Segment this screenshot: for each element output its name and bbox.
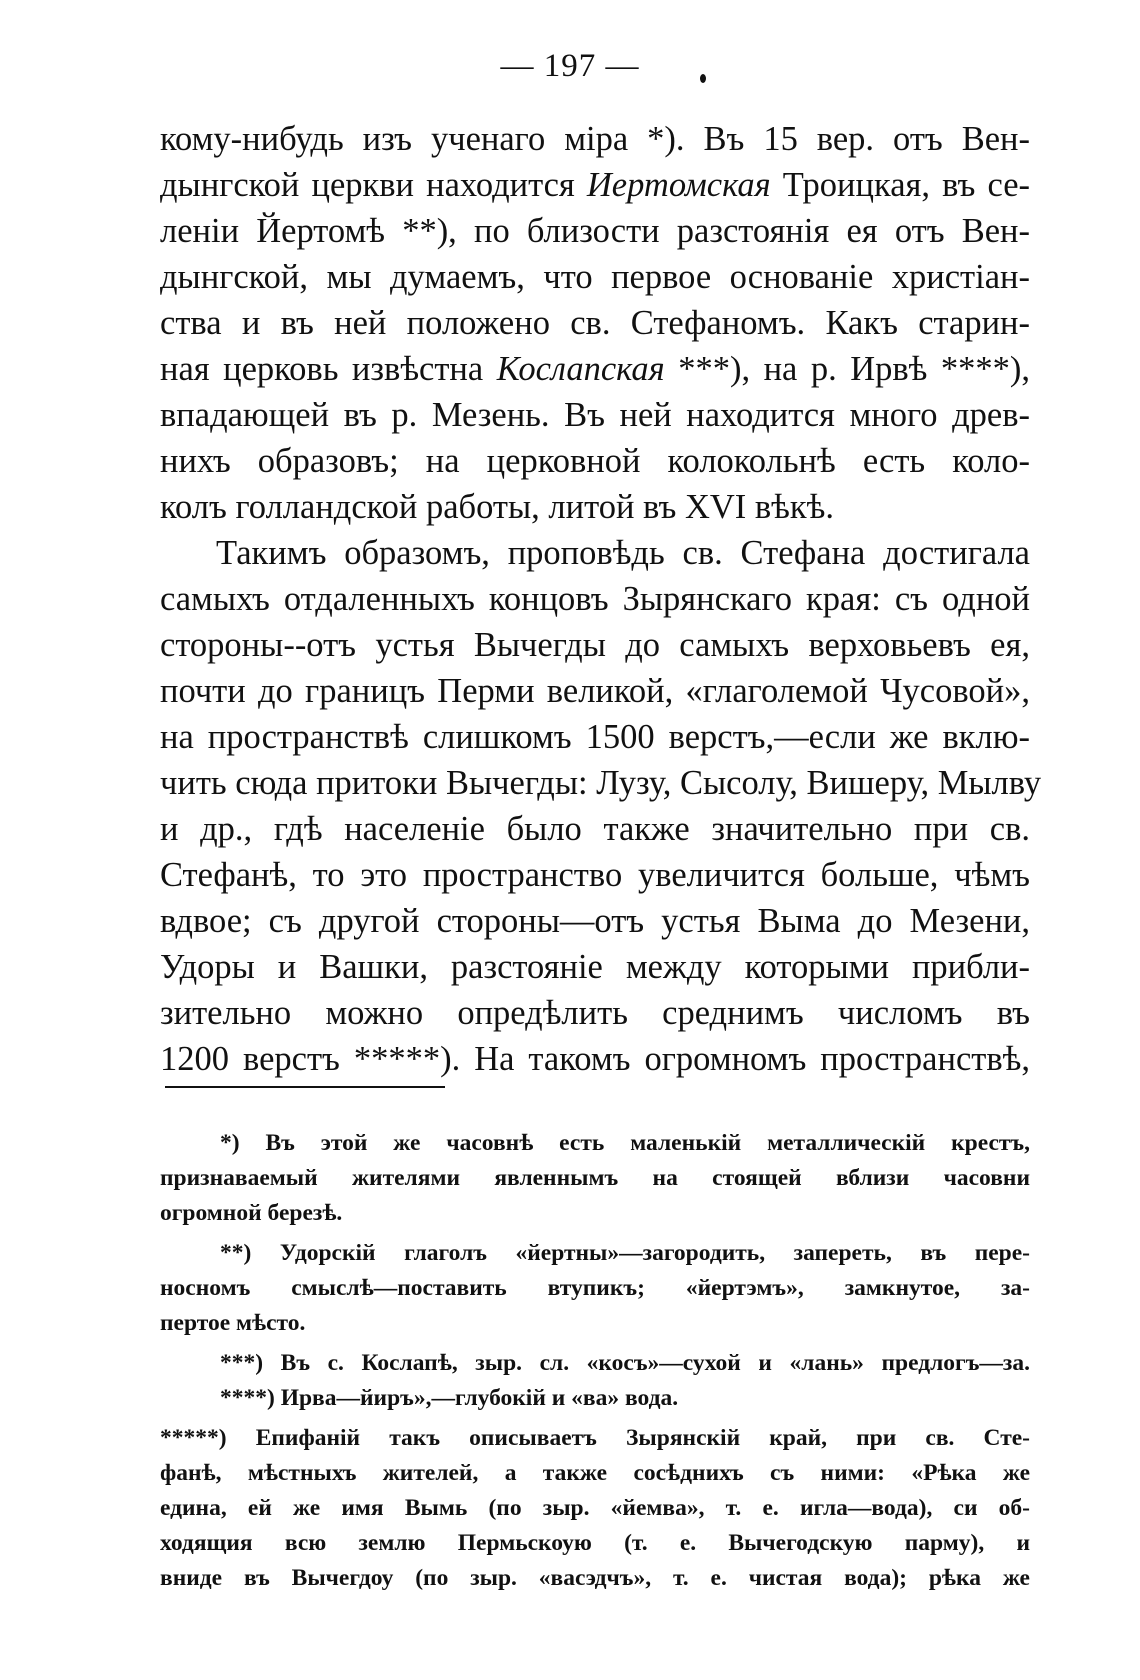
text-line: и др., гдѣ населеніе было также значительно при св. bbox=[160, 810, 1030, 848]
footnote-line: ***) Въ с. Кослапѣ, зыр. сл. «косъ»—сухой и «лань» предлогъ—за. bbox=[220, 1350, 1030, 1376]
footnote-line: *) Въ этой же часовнѣ есть маленькій металлическій крестъ, bbox=[220, 1130, 1030, 1156]
footnote-line: вниде въ Вычегдоу (по зыр. «васэдчъ», т. е. чистая вода); рѣка же bbox=[160, 1565, 1030, 1591]
main-text bbox=[160, 116, 1042, 1082]
footnote-separator bbox=[165, 1086, 445, 1088]
footnote-line: признаваемый жителями явленнымъ на стоящей вблизи часовни bbox=[160, 1165, 1030, 1191]
text-line: кому-нибудь изъ ученаго міра *). Въ 15 вер. отъ Вен- bbox=[160, 120, 1030, 158]
text-line: впадающей въ р. Мезень. Въ ней находится много древ- bbox=[160, 396, 1030, 434]
place-name-italic: Иертомская bbox=[586, 166, 771, 204]
text-line: вдвое; съ другой стороны—отъ устья Выма до Мезени, bbox=[160, 902, 1030, 940]
text-line: 1200 верстъ *****). На такомъ огромномъ пространствѣ, bbox=[160, 1040, 1030, 1078]
text-line: Удоры и Вашки, разстояніе между которыми прибли- bbox=[160, 948, 1030, 986]
text-line: чить сюда притоки Вычегды: Лузу, Сысолу, Вишеру, Мылву bbox=[160, 764, 1042, 802]
footnote-line: едина, ей же имя Вымь (по зыр. «йемва», т. е. игла—вода), си об- bbox=[160, 1495, 1030, 1521]
footnotes bbox=[160, 1126, 1030, 1596]
footnote-line: огромной березѣ. bbox=[160, 1200, 343, 1226]
ink-speck bbox=[700, 74, 706, 83]
footnote-line: ****) Ирва—йиръ»,—глубокій и «ва» вода. bbox=[220, 1385, 679, 1411]
text-line: стороны--отъ устья Вычегды до самыхъ верховьевъ ея, bbox=[160, 626, 1030, 664]
page-number: — 197 — bbox=[500, 48, 640, 84]
footnote-line: пертое мѣсто. bbox=[160, 1310, 306, 1336]
footnote-line: фанѣ, мѣстныхъ жителей, а также сосѣднихъ съ ними: «Рѣка же bbox=[160, 1460, 1030, 1486]
text-line: Такимъ образомъ, проповѣдь св. Стефана достигала bbox=[216, 534, 1030, 572]
text-line: самыхъ отдаленныхъ концовъ Зырянскаго края: съ одной bbox=[160, 580, 1030, 618]
text-line: почти до границъ Перми великой, «глаголемой Чусовой», bbox=[160, 672, 1030, 710]
footnote-line: носномъ смыслѣ—поставить втупикъ; «йертэмъ», замкнутое, за- bbox=[160, 1275, 1030, 1301]
text-line: колъ голландской работы, литой въ XVI вѣкѣ. bbox=[160, 488, 835, 526]
text-line: дынгской церкви находится Иертомская Троицкая, въ се- bbox=[160, 166, 1031, 204]
text-line: ства и въ ней положено св. Стефаномъ. Какъ старин- bbox=[160, 304, 1030, 342]
text-line: нихъ образовъ; на церковной колокольнѣ есть коло- bbox=[160, 442, 1030, 480]
text-line: леніи Йертомѣ **), по близости разстоянія ея отъ Вен- bbox=[160, 212, 1030, 250]
text-line: ная церковь извѣстна Кослапская ***), на р. Ирвѣ ****), bbox=[160, 350, 1031, 388]
text-line: зительно можно опредѣлить среднимъ числомъ въ bbox=[160, 994, 1030, 1032]
text-line: на пространствѣ слишкомъ 1500 верстъ,—если же вклю- bbox=[160, 718, 1030, 756]
text-line: Стефанѣ, то это пространство увеличится больше, чѣмъ bbox=[160, 856, 1030, 894]
place-name-italic: Кослапская bbox=[496, 350, 665, 388]
text-line: дынгской, мы думаемъ, что первое основаніе христіан- bbox=[160, 258, 1030, 296]
footnote-line: ходящия всю землю Пермьскоую (т. е. Вычегодскую парму), и bbox=[160, 1530, 1030, 1556]
footnote-line: **) Удорскій глаголъ «йертны»—загородить, запереть, въ пере- bbox=[220, 1240, 1030, 1266]
footnote-line: *****) Епифаній такъ описываетъ Зырянскій край, при св. Сте- bbox=[160, 1425, 1030, 1451]
